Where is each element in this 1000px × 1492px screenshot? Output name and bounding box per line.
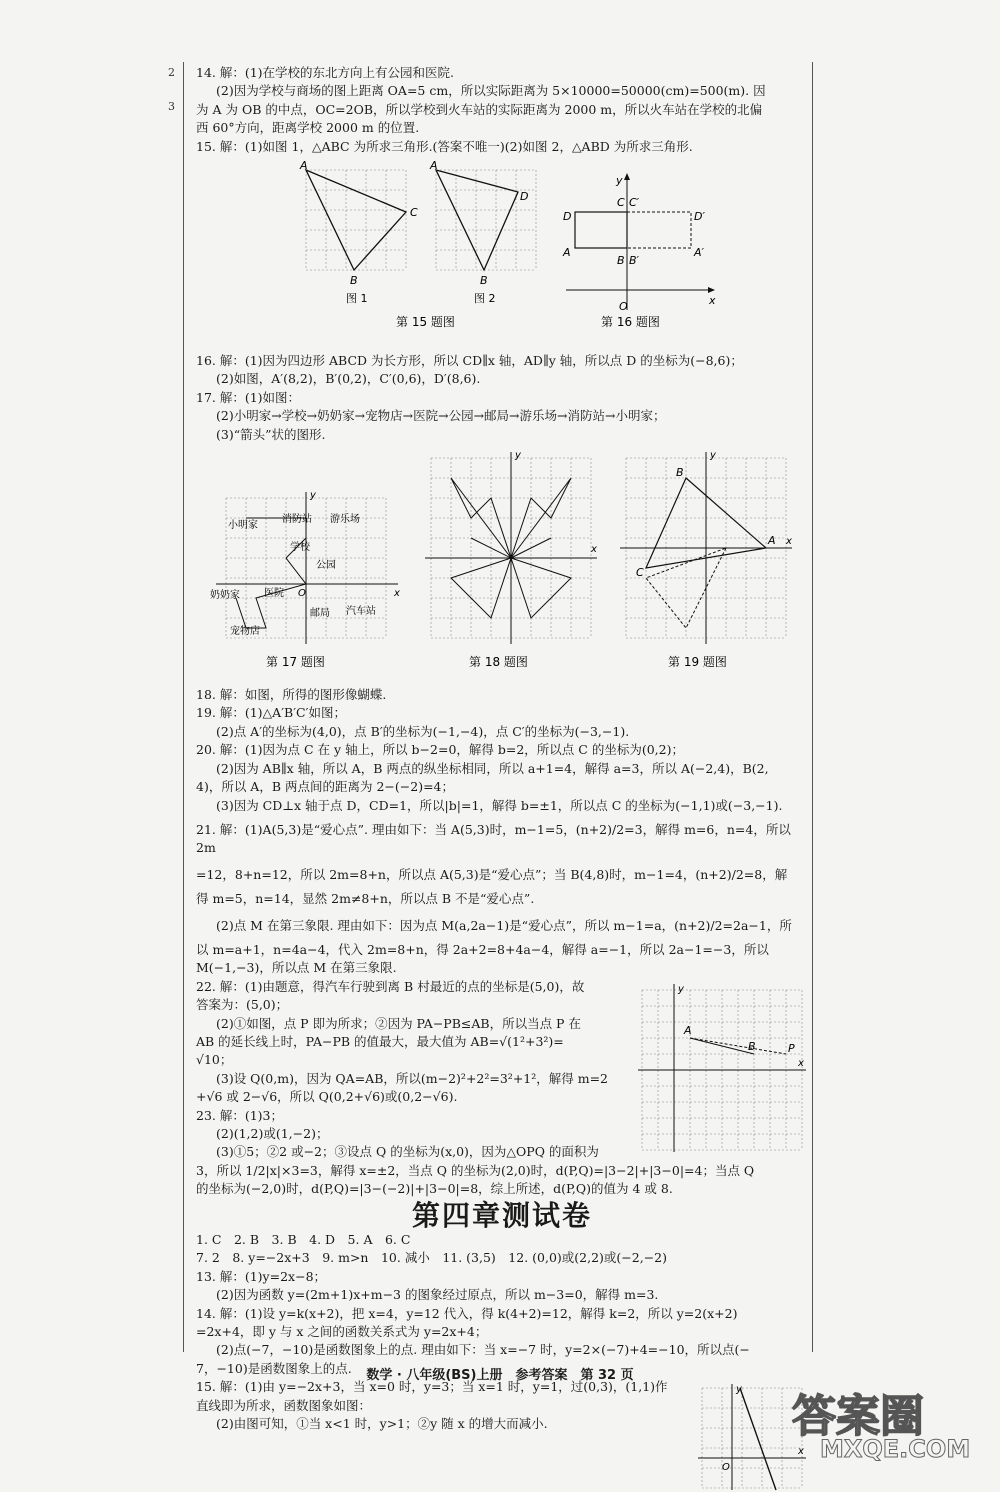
q15-line: 15. 解：(1)如图 1，△ABC 为所求三角形.(答案不唯一)(2)如图 2，△ABD 为所求三角形.: [196, 138, 693, 154]
left-margin-rule: [183, 62, 184, 1352]
figure-16: [561, 170, 721, 330]
q16-line: (2)如图，A′(8,2)，B′(0,2)，C′(0,6)，D′(8,6).: [216, 371, 481, 387]
fig18-label: x: [591, 544, 597, 556]
q18-line: 18. 解：如图，所得的图形像蝴蝶.: [196, 687, 387, 703]
watermark-logo: [780, 1391, 980, 1461]
ch4-q14: 14. 解：(1)设 y=k(x+2)，把 x=4，y=12 代入，得 k(4+2)=12，解得 k=2，所以 y=2(x+2): [196, 1305, 738, 1321]
fig17-label: y: [310, 490, 316, 502]
q22-line: 22. 解：(1)由题意，得汽车行驶到离 B 村最近的点的坐标是(5,0)，故: [196, 978, 585, 994]
chapter-title: 第四章测试卷: [411, 1198, 592, 1232]
fig17-place: 学校: [290, 542, 310, 554]
fig16-label: B: [617, 254, 625, 268]
q20-line: 4)，所以 A，B 两点间的距离为 2−(−2)=4；: [196, 779, 454, 795]
fig17-place: 游乐场: [330, 514, 360, 526]
fig19-caption: 第 19 题图: [668, 655, 727, 670]
fig15-sub-caption: 图 1: [346, 292, 368, 306]
answers-content: [196, 64, 808, 1492]
figures-15-16: [196, 160, 808, 348]
q21-line: M(−1,−3)，所以点 M 在第三象限.: [196, 960, 397, 976]
fig16-label: D: [563, 210, 572, 224]
fig-ch4-label: x: [798, 1446, 804, 1458]
q14-line: 为 A 为 OB 的中点，OC=2OB，所以学校到火车站的实际距离为 2000 m，所以火车站在学校的北偏: [196, 101, 763, 117]
q23-line: (2)(1,2)或(1,−2)；: [216, 1126, 329, 1141]
q14-line: 14. 解：(1)在学校的东北方向上有公园和医院.: [196, 65, 455, 80]
q19-line: 19. 解：(1)△A′B′C′如图；: [196, 705, 346, 721]
ch4-q15: 直线即为所求，函数图象如图：: [196, 1397, 372, 1413]
ch4-q14: (2)点(−7，−10)是函数图象上的点. 理由如下：当 x=−7 时，y=2×(−7)+4=−10，所以点(−: [216, 1342, 750, 1358]
q17-line: (2)小明家→学校→奶奶家→宠物店→医院→公园→邮局→游乐场→消防站→小明家；: [216, 408, 666, 424]
fig22-label: B: [748, 1039, 756, 1053]
fig16-label: A: [563, 246, 571, 260]
fig22-label: A: [684, 1023, 692, 1037]
q20-line: (3)因为 CD⊥x 轴于点 D，CD=1，所以|b|=1，解得 b=±1，所以点 C 的坐标为(−1,1)或(−3,−1).: [216, 797, 783, 813]
q14-line: (2)因为学校与商场的图上距离 OA=5 cm，所以实际距离为 5×10000=50000(cm)=500(m). 因: [216, 83, 766, 99]
fig16-label: O: [619, 300, 628, 314]
fig15-label: C: [410, 206, 418, 220]
fig17-place: 奶奶家: [210, 590, 240, 602]
q23-line: 3，所以 1/2|x|×3=3，解得 x=±2，当点 Q 的坐标为(2,0)时，d(P,Q)=|3−2|+|3−0|=4；当点 Q: [196, 1162, 755, 1178]
q20-line: 20. 解：(1)因为点 C 在 y 轴上，所以 b−2=0，解得 b=2，所以点 C 的坐标为(0,2)；: [196, 742, 684, 758]
ch4-q14: =2x+4，即 y 与 x 之间的函数关系式为 y=2x+4；: [196, 1324, 488, 1340]
ch4-q15: (2)由图可知，①当 x<1 时，y>1；②y 随 x 的增大而减小.: [216, 1416, 548, 1432]
q22-line: (3)设 Q(0,m)，因为 QA=AB，所以(m−2)²+2²=3²+1²，解得 m=2: [216, 1070, 609, 1086]
fig17-place: 医院: [264, 588, 284, 600]
fig17-place: 邮局: [310, 608, 330, 620]
left-mark: 3: [168, 100, 175, 113]
ch4-q15: 15. 解：(1)由 y=−2x+3，当 x=0 时，y=3；当 x=1 时，y=1，过(0,3)，(1,1)作: [196, 1379, 668, 1395]
fig17-place: 公园: [316, 560, 336, 572]
ch4-answers: 1. C 2. B 3. B 4. D 5. A 6. C: [196, 1232, 411, 1248]
fig18-label: y: [515, 450, 521, 462]
fig19-label: y: [710, 450, 716, 462]
fig18-caption: 第 18 题图: [469, 655, 528, 670]
figures-17-19: [196, 448, 808, 682]
fig16-label: C: [617, 196, 625, 210]
fig17-place: 宠物店: [230, 626, 260, 638]
fig22-label: P: [788, 1041, 795, 1055]
q21-line: 以 m=a+1，n=4a−4，代入 2m=8+n，得 2a+2=8+4a−4，解得 a=−1，所以 2a−1=−3，所以: [196, 941, 769, 957]
q17-line: (3)“箭头”状的图形.: [216, 426, 326, 442]
page-footer: 数学 · 八年级(BS)上册 参考答案 第 32 页: [366, 1368, 634, 1383]
fig15-caption: 第 15 题图: [396, 315, 455, 330]
figure-17: [206, 488, 406, 680]
fig17-caption: 第 17 题图: [266, 655, 325, 670]
q21-line: 得 m=5，n=14，显然 2m≠8+n，所以点 B 不是“爱心点”.: [196, 891, 535, 907]
figure-22: [636, 982, 808, 1154]
fig16-caption: 第 16 题图: [601, 315, 660, 330]
fig19-label: B: [676, 466, 684, 480]
fig17-label: x: [394, 588, 400, 600]
figure-18: [421, 448, 601, 680]
fig16-label: C′: [629, 196, 640, 210]
ch4-q14: 7，−10)是函数图象上的点.: [196, 1360, 352, 1376]
fig17-label: O: [298, 588, 306, 600]
watermark-cn: 答案圈: [792, 1391, 924, 1442]
watermark-url: MXQE.COM: [820, 1435, 971, 1461]
q21-line: =12，8+n=12，所以 2m=8+n，所以点 A(5,3)是“爱心点”；当 B(4,8)时，m−1=4，(n+2)/2=8，解: [196, 866, 788, 882]
fig16-label: D′: [694, 210, 705, 224]
q14-line: 西 60°方向，距离学校 2000 m 的位置.: [196, 120, 420, 136]
fig19-label: x: [786, 536, 792, 548]
q22-line: 答案为：(5,0)；: [196, 997, 289, 1013]
fig16-label: A′: [694, 246, 705, 260]
ch4-q13: 13. 解：(1)y=2x−8；: [196, 1268, 327, 1284]
q21-line: 21. 解：(1)A(5,3)是“爱心点”. 理由如下：当 A(5,3)时，m−1=5，(n+2)/2=3，解得 m=6，n=4，所以 2m: [196, 821, 791, 856]
q22-line: (2)①如图，点 P 即为所求；②因为 PA−PB≤AB，所以当点 P 在: [216, 1015, 581, 1031]
q17-line: 17. 解：(1)如图：: [196, 389, 301, 405]
q23-line: (3)①5；②2 或−2；③设点 Q 的坐标为(x,0)，因为△OPQ 的面积为: [216, 1144, 599, 1160]
q21-line: (2)点 M 在第三象限. 理由如下：因为点 M(a,2a−1)是“爱心点”，所以 m−1=a，(n+2)/2=2a−1，所: [216, 917, 792, 933]
q22-line: AB 的延长线上时，PA−PB 的值最大，最大值为 AB=√(1²+3²)=: [196, 1033, 564, 1049]
fig15-label: B: [350, 274, 358, 288]
fig22-label: x: [798, 1057, 804, 1069]
fig16-label: x: [709, 294, 716, 308]
fig15-label: A: [300, 160, 308, 173]
left-mark: 2: [168, 66, 175, 79]
q22-line: √10；: [196, 1052, 233, 1068]
fig15-label: A: [430, 160, 438, 173]
fig-ch4-label: y: [736, 1384, 742, 1396]
fig15-label: B: [480, 274, 488, 288]
fig17-place: 消防站: [282, 514, 312, 526]
ch4-answers: 7. 2 8. y=−2x+3 9. m>n 10. 减小 11. (3,5) 12. (0,0)或(2,2)或(−2,−2): [196, 1250, 668, 1266]
fig-ch4-label: O: [722, 1462, 730, 1474]
q23-line: 23. 解：(1)3；: [196, 1107, 284, 1123]
q16-line: 16. 解：(1)因为四边形 ABCD 为长方形，所以 CD∥x 轴，AD∥y 轴，所以点 D 的坐标为(−8,6)；: [196, 353, 743, 369]
q23-line: 的坐标为(−2,0)时，d(P,Q)=|3−(−2)|+|3−0|=8，综上所述，d(P,Q)的值为 4 或 8.: [196, 1181, 673, 1197]
q20-line: (2)因为 AB∥x 轴，所以 A，B 两点的纵坐标相同，所以 a+1=4，解得 a=3，所以 A(−2,4)，B(2,: [216, 760, 769, 776]
fig22-label: y: [678, 983, 684, 995]
fig15-label: D: [520, 190, 529, 204]
q19-line: (2)点 A′的坐标为(4,0)，点 B′的坐标为(−1,−4)，点 C′的坐标为(−3,−1).: [216, 723, 630, 739]
fig16-label: y: [616, 174, 623, 188]
q22-line: +√6 或 2−√6，所以 Q(0,2+√6)或(0,2−√6).: [196, 1089, 458, 1105]
figure-19: [616, 448, 796, 680]
ch4-q13: (2)因为函数 y=(2m+1)x+m−3 的图象经过原点，所以 m−3=0，解得 m=3.: [216, 1287, 659, 1303]
right-margin-rule: [812, 62, 813, 1352]
fig15-sub-caption: 图 2: [474, 292, 496, 306]
fig16-label: B′: [629, 254, 640, 268]
fig19-label: C: [636, 566, 644, 580]
fig17-place: 汽车站: [346, 606, 376, 618]
fig17-place: 小明家: [228, 520, 258, 532]
fig19-label: A: [768, 534, 776, 548]
